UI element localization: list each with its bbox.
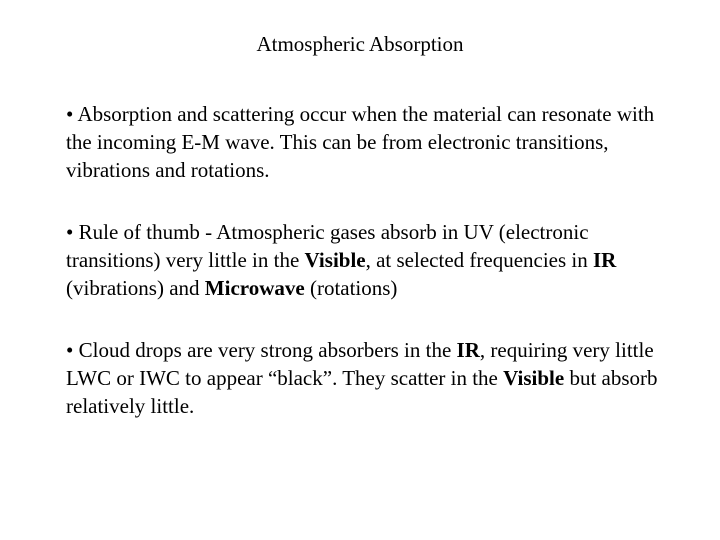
bullet-text: , requiring very little LWC or IWC to appear “black”. They scatter in the [66,338,654,390]
bullet-absorption-scattering [66,100,666,184]
term-uv: UV [463,220,494,244]
bullet-text: , at selected frequencies in [365,248,593,272]
bullet-text: • Rule of thumb - Atmospheric gases absorb in [66,220,464,244]
bullet-cloud-drops [66,336,666,420]
bullet-list [66,100,666,454]
term-visible: Visible [304,248,366,272]
bullet-text: (vibrations) and [66,276,205,300]
bullet-rule-of-thumb [66,218,666,302]
term-ir: IR [456,338,480,362]
bullet-text: • Cloud drops are very strong absorbers in the [66,338,457,362]
bullet-text: (electronic transitions) very little in the [66,220,589,272]
term-ir: IR [593,248,617,272]
bullet-text: (rotations) [304,276,398,300]
term-visible: Visible [503,366,565,390]
bullet-text: • Absorption and scattering occur when the material can resonate with the incoming E-M wave. This can be from electronic transitions, vibrations and rotations. [66,102,655,182]
bullet-text: but absorb relatively little. [66,366,658,418]
slide-title: Atmospheric Absorption [256,32,464,56]
term-microwave: Microwave [204,276,305,300]
